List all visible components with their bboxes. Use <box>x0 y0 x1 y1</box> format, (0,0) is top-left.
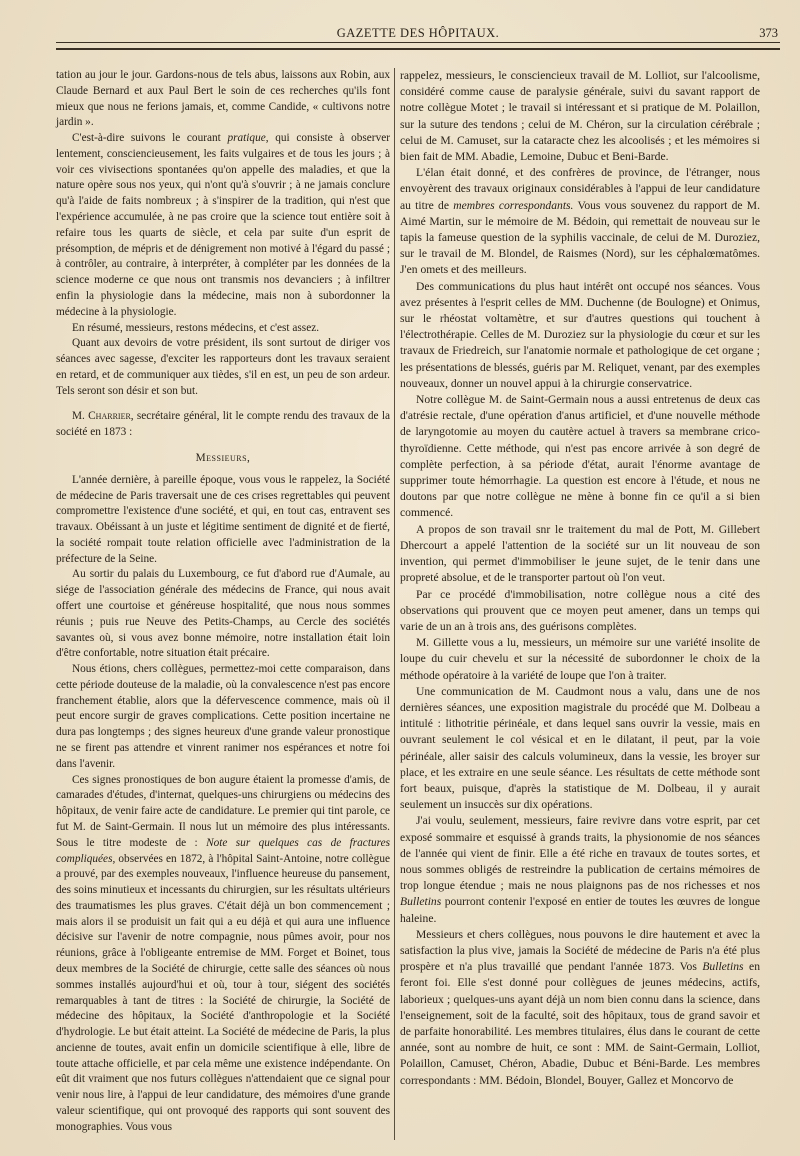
emphasis: Bulletins <box>702 960 744 974</box>
header-rule-thin <box>56 42 780 43</box>
paragraph: Ces signes pronostiques de bon augure étaient la promesse d'amis, de camarades d'études, d'internat, quelques-uns chirurgiens ou médecins des hôpitaux, de venir faire acte de candidature. Le premier qui tint parole, ce fut M. de Saint-Germain. Il nous lut un mémoire des plus intéressants. Sous le titre modeste de : Note sur quelques cas de fractures compliquées, observées en 1872, à l'hôpital Saint-Antoine, notre collègue a prouvé, par des exemples nouveaux, l'influence heureuse du pansement, des soins minutieux et incessants du chirurgien, sur les résultats ultérieurs des traumatismes les plus graves. C'était déjà un bon commencement ; mais alors il se produisit un fait qui a eu déjà et qui aura une influence décisive sur l'avenir de notre compagnie, nous pûmes avoir, pour nos réunions, grâce à l'obligeante entremise de MM. Forget et Boinet, tous deux membres de la Société de chirurgie, cette salle des séances où nous sommes installés aujourd'hui et où, tour à tour, siégent des sociétés remarquables à tant de titres : la Société de chirurgie, la Société de médecine des hôpitaux, la Société d'anthropologie et la Société d'hydrologie. Le but était atteint. La Société de médecine de Paris, la plus ancienne de toutes, avait enfin un domicile scientifique à elle, libre de toute attache officielle, et par cela même une existence indépendante. On eût dit vraiment que nos futurs collègues n'attendaient que ce signal pour venir nous lire, à l'appui de leur candidature, des mémoires d'une grande valeur scientifique, qui ont provoqué des rapports qui sont souvent des monographies. Vous vous <box>56 773 390 1133</box>
paragraph: Des communications du plus haut intérêt ont occupé nos séances. Vous avez présentes à l'esprit celles de MM. Duchenne (de Boulogne) et Onimus, sur le rhéostat voltamètre, et sur d'autres questions qui touchent à l'électrothérapie. Celles de M. Duroziez sur la physiologie du cœur et sur les travaux de Friedreich, sur l'anatomie normale et pathologique de cet organe ; les présentations de blessés, guéris par M. Reliquet, venant, par des exemples nouveaux, donner un nouvel appui à la chirurgie conservatrice. <box>400 279 760 390</box>
column-divider <box>394 68 395 1140</box>
header-rule-thick <box>56 48 780 50</box>
right-column <box>400 68 760 1089</box>
paragraph: En résumé, messieurs, restons médecins, et c'est assez. <box>72 321 320 334</box>
paragraph: Messieurs et chers collègues, nous pouvons le dire hautement et avec la satisfaction la plus vive, jamais la Société de médecine de Paris n'a été plus prospère et n'a plus travaillé que pendant l'année 1873. Vos Bulletins en feront foi. Elle s'est donné pour collègues de jeunes médecins, actifs, laborieux ; quelques-uns ayant déjà un nom bien connu dans la science, dans l'enseignement, soit de la faculté, soit des hôpitaux, tous de grand savoir et de parfaite honorabilité. Les membres titulaires, élus dans le courant de cette année, sont au nombre de huit, ce sont : MM. de Saint-Germain, Lolliot, Polaillon, Camuset, Chéron, Abadie, Dubuc et Béni-Barde. Les membres correspondants : MM. Bédoin, Blondel, Bouyer, Gallez et Moncorvo de <box>400 927 760 1087</box>
paragraph: L'élan était donné, et des confrères de province, de l'étranger, nous envoyèrent des travaux originaux considérables à l'appui de leur candidature au titre de membres correspondants. Vous vous souvenez du rapport de M. Aimé Martin, sur le mémoire de M. Bédoin, qui remettait de nouveau sur le tapis la fameuse question de la syphilis vaccinale, de celui de M. Duroziez, sur le travail de M. Blondel, de Raismes (Nord), sur les céphalœmatômes. J'en omets et des meilleurs. <box>400 166 760 277</box>
emphasis: Bulletins <box>400 895 442 909</box>
speaker-name: M. Charrier, <box>72 410 134 423</box>
paragraph: Au sortir du palais du Luxembourg, ce fut d'abord rue d'Aumale, au siége de l'association générale des médecins de France, qui nous avait offert une courtoise et généreuse hospitalité, que nous nous sommes réunis ; puis rue Neuve des Petits-Champs, au Cercle des sociétés savantes où, si vous avez bonne mémoire, notre installation était loin d'être confortable, notre situation était précaire. <box>56 568 390 660</box>
paragraph: tation au jour le jour. Gardons-nous de tels abus, laissons aux Robin, aux Claude Bernard et aux Paul Bert le soin de ces recherches qu'ils font mieux que nous ne ferions jamais, et, comme Candide, « cultivons notre jardin ». <box>56 69 390 129</box>
paragraph: rappelez, messieurs, le consciencieux travail de M. Lolliot, sur l'alcoolisme, considéré comme cause de paralysie générale, suivi du savant rapport de notre collègue Motet ; le travail si intéressant et si pratique de M. Polaillon, sur la suture des tendons ; celui de M. Chéron, sur la circulation cérébrale ; celui de M. Camuset, sur la cataracte chez les alcoolisés ; et les mémoires si bien fait de MM. Abadie, Lemoine, Dubuc et Beni-Barde. <box>400 69 760 164</box>
emphasis: Note sur quelques cas de fractures compliquées, <box>56 836 390 865</box>
paragraph: M. Charrier, secrétaire général, lit le compte rendu des travaux de la société en 1873 : <box>56 410 390 439</box>
page-number: 373 <box>759 26 778 40</box>
salutation: Messieurs, <box>195 451 251 464</box>
left-column <box>56 68 390 1136</box>
journal-title: GAZETTE DES HÔPITAUX. <box>336 26 500 40</box>
page-header <box>56 20 780 56</box>
emphasis: pratique <box>227 132 266 145</box>
paragraph: L'année dernière, à pareille époque, vous vous le rappelez, la Société de médecine de Paris traversait une de ces crises regrettables qui peuvent compromettre l'existence d'une société, et qui, en tout cas, entravent ses travaux. Obéissant à un juste et légitime sentiment de dignité et de fierté, la société rompait toute relation officielle avec l'administration de la préfecture de la Seine. <box>56 473 390 565</box>
emphasis: membres correspondants. <box>453 198 574 212</box>
paragraph: J'ai voulu, seulement, messieurs, faire revivre dans votre esprit, par cet exposé sommaire et esquissé à grands traits, la physionomie de nos séances de l'année qui vient de finir. Elle a été riche en travaux de toutes sortes, et nous sommes obligés de restreindre la publication de certains mémoires de trop longue étendue ; mais ne nous plaignons pas de nos richesses et nos Bulletins pourront contenir l'exposé en entier de toutes les œuvres de longue haleine. <box>400 814 760 925</box>
paragraph: Par ce procédé d'immobilisation, notre collègue nous a cité des observations qui prouvent que ce moyen peut amener, dans un temps qui varie de un an à trois ans, des guérisons complètes. <box>400 587 760 633</box>
paragraph: C'est-à-dire suivons le courant pratique, qui consiste à observer lentement, consciencieusement, les faits vulgaires et de tous les jours ; à voir ces vivisections spontanées qu'on appelle des maladies, et que la nature opère sous nos yeux, qui n'ont qu'à s'ouvrir ; à ne jamais conclure qu'à l'aide de faits nombreux ; à s'inspirer de la tradition, qui n'est que l'expérience accumulée, à ne pas croire que la science tout entière soit à refaire tous les quarts de siècle, et cela par suite d'un esprit de présomption, de mépris et de dénigrement non motivé à l'égard du passé ; à contrôler, au contraire, à interpréter, à compléter par les données de la science moderne ce que nous ont transmis nos devanciers ; à infiltrer enfin la physiologie dans la médecine, mais non à subordonner la médecine à la physiologie. <box>56 132 390 318</box>
paragraph: Quant aux devoirs de votre président, ils sont surtout de diriger vos séances avec sagesse, d'exciter les rapporteurs dont les travaux seraient en retard, et de communiquer aux tièdes, s'il en est, un peu de son ardeur. Tels seront son désir et son but. <box>56 337 390 397</box>
paragraph: Notre collègue M. de Saint-Germain nous a aussi entretenus de deux cas d'atrésie rectale, d'une opération d'anus artificiel, et d'une nouvelle méthode de laryngotomie au moyen du cautère actuel à travers sa membrane crico-thyroïdienne. Cette méthode, qui n'est pas encore arrivée à son degré de complète perfection, à sa période d'état, aurait l'énorme avantage de supprimer toute hémorrhagie. La question est encore à l'étude, et nous ne doutons par que notre collègue ne mène à bonne fin ce qu'il a si bien commencé. <box>400 393 760 520</box>
paragraph: M. Gillette vous a lu, messieurs, un mémoire sur une variété insolite de loupe du cuir chevelu et sur la nécessité de subordonner le choix de la méthode opératoire à la variété de loupe que l'on à traiter. <box>400 636 760 682</box>
paragraph: Une communication de M. Caudmont nous a valu, dans une de nos dernières séances, une exposition magistrale du procédé que M. Dolbeau a intitulé : lithotritie périnéale, et dans lequel sans ouvrir la vessie, mais en ouvrant seulement le col vésical et en le dilatant, il peut, par la voie périnéale, aller saisir des calculs volumineux, dans la vessie, les broyer sur place, et les extraire en une seule séance. Les résultats de cette méthode sont fort beaux, puisque, d'après la statistique de M. Dolbeau, il y aurait seulement un insuccès sur dix opérations. <box>400 684 760 812</box>
paragraph: Nous étions, chers collègues, permettez-moi cette comparaison, dans cette période douteuse de la maladie, où la convalescence n'est pas encore franchement établie, alors que la défervescence commence, mais où il peut encore surgir de graves complications. Cette position incertaine ne dura pas longtemps ; des signes heureux d'une grande valeur pronostique ne se firent pas attendre et vinrent ranimer nos espérances et notre foi dans l'avenir. <box>56 663 390 770</box>
paragraph: A propos de son travail snr le traitement du mal de Pott, M. Gillebert Dhercourt a appelé l'attention de la société sur un lit nouveau de son invention, qui permet d'immobiliser le jeune sujet, de le tenir dans une propreté absolue, et de le transporter partout où l'on veut. <box>400 522 760 585</box>
